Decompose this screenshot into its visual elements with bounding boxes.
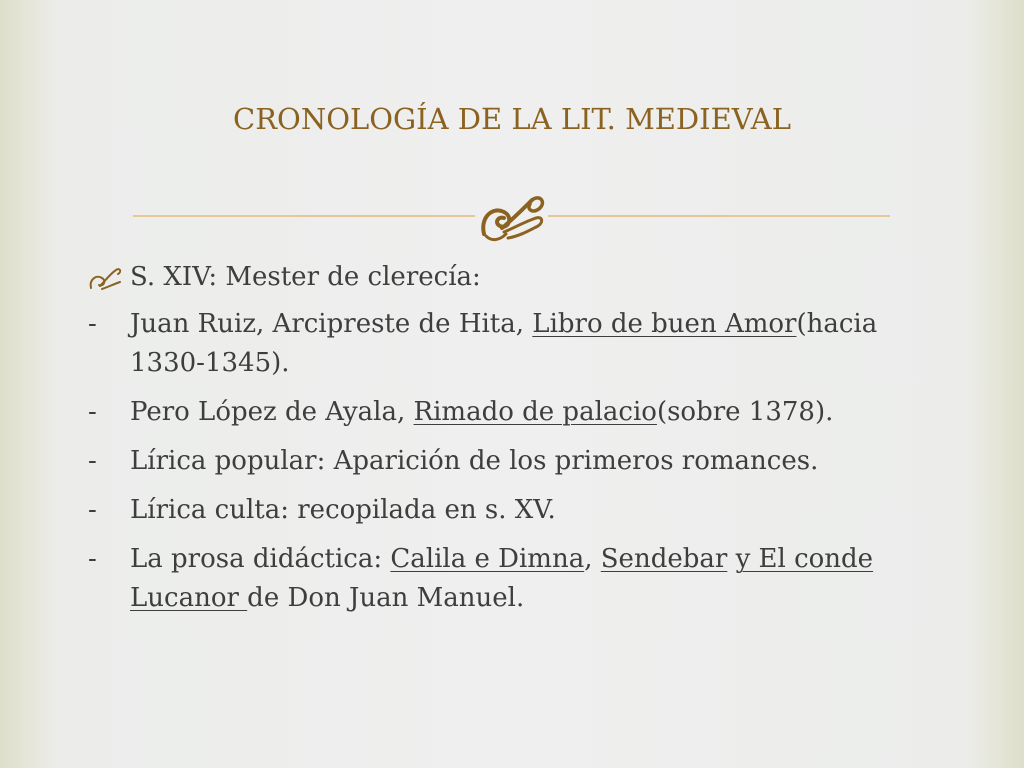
text-segment: S. XIV: Mester de clerecía: [130, 262, 481, 292]
divider-right [548, 215, 890, 217]
text-segment: (hacia 1330-1345). [130, 309, 878, 378]
list-item [88, 393, 958, 432]
dash-marker: - [88, 495, 97, 525]
divider-left [133, 215, 475, 217]
list-item-text [130, 544, 873, 613]
work-title: Rimado de palacio [413, 397, 657, 427]
text-segment: Pero López de Ayala, [130, 397, 414, 427]
list-item-text [130, 262, 481, 292]
text-segment: de Don Juan Manuel. [247, 583, 525, 613]
text-segment: Lírica culta: recopilada en s. XV. [130, 495, 556, 525]
text-segment: Juan Ruiz, Arcipreste de Hita, [130, 309, 533, 339]
list-item [88, 442, 958, 481]
list-item [88, 258, 958, 297]
dash-marker: - [88, 544, 97, 574]
bullet-list [88, 258, 958, 628]
text-segment: Lírica popular: Aparición de los primeros romances. [130, 446, 819, 476]
dash-marker: - [88, 397, 97, 427]
flourish-bullet-icon [88, 258, 124, 297]
list-item-text [130, 309, 877, 378]
work-title: y El conde Lucanor [130, 544, 874, 613]
text-segment: , [584, 544, 601, 574]
dash-marker: - [88, 309, 97, 339]
work-title: Calila e Dimna [390, 544, 585, 574]
text-segment [727, 544, 735, 574]
work-title: Libro de buen Amor [532, 309, 797, 339]
curly-flourish-icon [478, 188, 548, 248]
list-item [88, 491, 958, 530]
text-segment: (sobre 1378). [656, 397, 834, 427]
list-item-text [130, 397, 833, 427]
list-item [88, 540, 958, 618]
dash-marker: - [88, 446, 97, 476]
text-segment: La prosa didáctica: [130, 544, 391, 574]
list-item-text [130, 495, 556, 525]
slide-title: CRONOLOGÍA DE LA LIT. MEDIEVAL [233, 102, 791, 136]
work-title: Sendebar [600, 544, 728, 574]
list-item-text [130, 446, 818, 476]
list-item [88, 305, 958, 383]
